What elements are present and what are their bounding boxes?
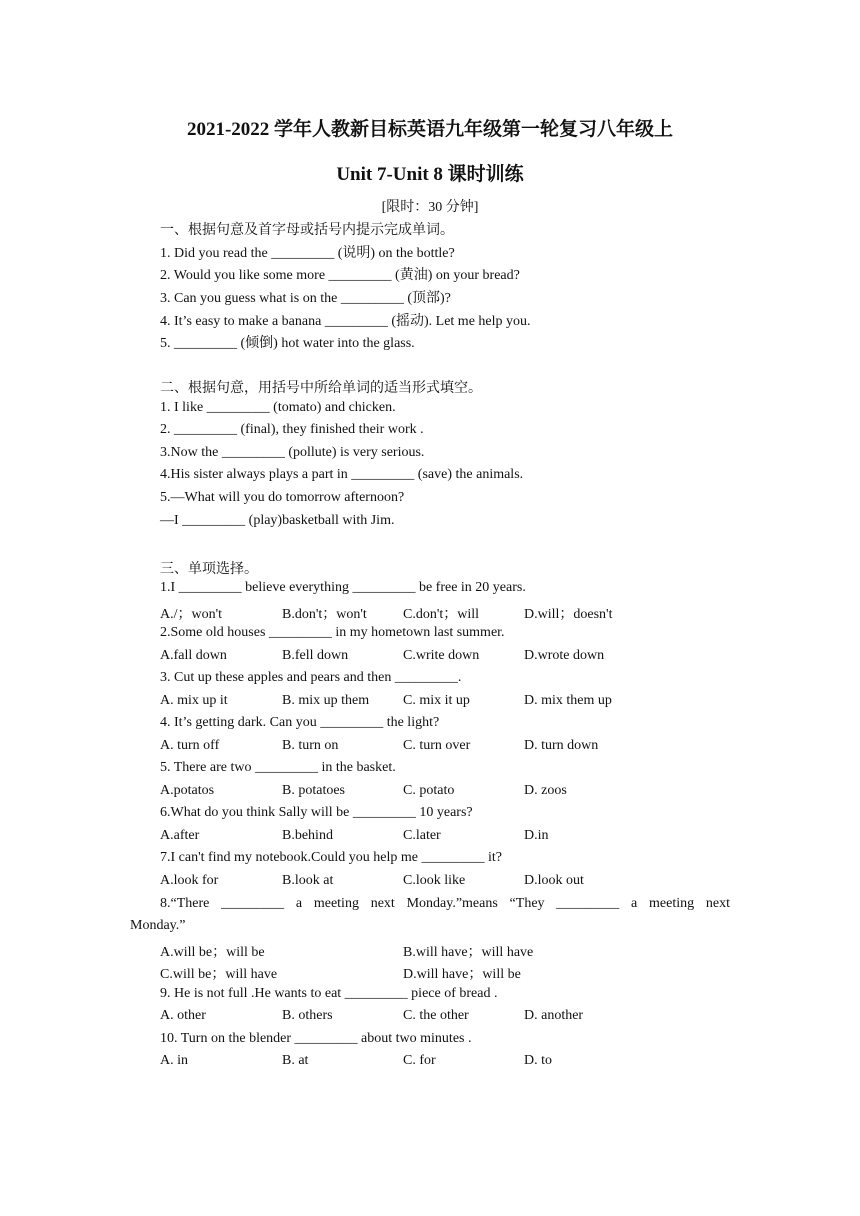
option-d: D.in: [524, 828, 549, 843]
section1-item: 1. Did you read the _________ (说明) on the bottle?: [160, 246, 455, 261]
question-text: 9. He is not full .He wants to eat _________ piece of bread .: [160, 986, 498, 1001]
question-text: 7.I can't find my notebook.Could you help me _________ it?: [160, 850, 502, 865]
option-b: B.don't；won't: [282, 607, 367, 622]
option-a: A. mix up it: [160, 693, 228, 708]
option-a: A./；won't: [160, 607, 223, 622]
section2-item: 3.Now the _________ (pollute) is very serious.: [160, 445, 425, 460]
option-c: C.don't；will: [403, 607, 480, 622]
question-text: 5. There are two _________ in the basket.: [160, 760, 396, 775]
question-text: 4. It’s getting dark. Can you _________ the light?: [160, 715, 440, 730]
option-c: C. turn over: [403, 738, 471, 753]
question-text: 1.I _________ believe everything _________ be free in 20 years.: [160, 580, 526, 595]
option-b: B.will have；will have: [403, 945, 534, 960]
question-text-continued: Monday.”: [130, 918, 186, 933]
question-text: 8.“There _________ a meeting next Monday.”means “They _________ a meeting next: [160, 896, 730, 911]
option-b: B. mix up them: [282, 693, 370, 708]
option-c: C.write down: [403, 648, 480, 663]
section2-heading: 二、根据句意，用括号中所给单词的适当形式填空。: [160, 381, 482, 396]
option-a: A. in: [160, 1053, 188, 1068]
option-d: D.wrote down: [524, 648, 605, 663]
question-text: 3. Cut up these apples and pears and then _________.: [160, 670, 462, 685]
option-a: A.fall down: [160, 648, 227, 663]
option-c: C. potato: [403, 783, 455, 798]
section1-item: 4. It’s easy to make a banana _________ (摇动). Let me help you.: [160, 314, 531, 329]
option-a: A. other: [160, 1008, 206, 1023]
option-d: D. to: [524, 1053, 552, 1068]
option-a: A.after: [160, 828, 200, 843]
time-limit: [限时：30 分钟]: [381, 200, 479, 215]
section3-heading: 三、单项选择。: [160, 562, 258, 577]
option-b: B. turn on: [282, 738, 339, 753]
option-c: C. mix it up: [403, 693, 470, 708]
question-text: 10. Turn on the blender _________ about two minutes .: [160, 1031, 472, 1046]
section1-item: 5. _________ (倾倒) hot water into the glass.: [160, 336, 415, 351]
document-title: 2021-2022 学年人教新目标英语九年级第一轮复习八年级上: [186, 119, 674, 140]
option-d: D. mix them up: [524, 693, 612, 708]
option-d: D.look out: [524, 873, 584, 888]
option-d: D. turn down: [524, 738, 599, 753]
section2-item: 1. I like _________ (tomato) and chicken.: [160, 400, 396, 415]
section2-item: 2. _________ (final), they finished their work .: [160, 422, 424, 437]
option-a: A.will be；will be: [160, 945, 265, 960]
option-b: B.behind: [282, 828, 333, 843]
option-b: B.fell down: [282, 648, 349, 663]
document-subtitle: Unit 7-Unit 8 课时训练: [336, 164, 524, 185]
option-d: D. zoos: [524, 783, 567, 798]
section1-heading: 一、根据句意及首字母或括号内提示完成单词。: [160, 223, 454, 238]
option-a: A. turn off: [160, 738, 220, 753]
option-c: C.will be；will have: [160, 967, 278, 982]
option-c: C. for: [403, 1053, 436, 1068]
section2-item: 5.—What will you do tomorrow afternoon?: [160, 490, 405, 505]
question-text: 2.Some old houses _________ in my hometown last summer.: [160, 625, 505, 640]
option-c: C.later: [403, 828, 441, 843]
option-b: B. at: [282, 1053, 309, 1068]
option-c: C.look like: [403, 873, 466, 888]
option-c: C. the other: [403, 1008, 469, 1023]
option-d: D.will have；will be: [403, 967, 521, 982]
option-d: D.will；doesn't: [524, 607, 613, 622]
option-a: A.look for: [160, 873, 219, 888]
option-b: B.look at: [282, 873, 334, 888]
option-a: A.potatos: [160, 783, 215, 798]
option-d: D. another: [524, 1008, 584, 1023]
section2-item: 4.His sister always plays a part in _________ (save) the animals.: [160, 467, 524, 482]
section1-item: 2. Would you like some more _________ (黄油) on your bread?: [160, 268, 520, 283]
section1-item: 3. Can you guess what is on the _________ (顶部)?: [160, 291, 451, 306]
option-b: B. others: [282, 1008, 333, 1023]
option-b: B. potatoes: [282, 783, 345, 798]
question-text: 6.What do you think Sally will be _________ 10 years?: [160, 805, 473, 820]
section2-item: —I _________ (play)basketball with Jim.: [160, 513, 395, 528]
